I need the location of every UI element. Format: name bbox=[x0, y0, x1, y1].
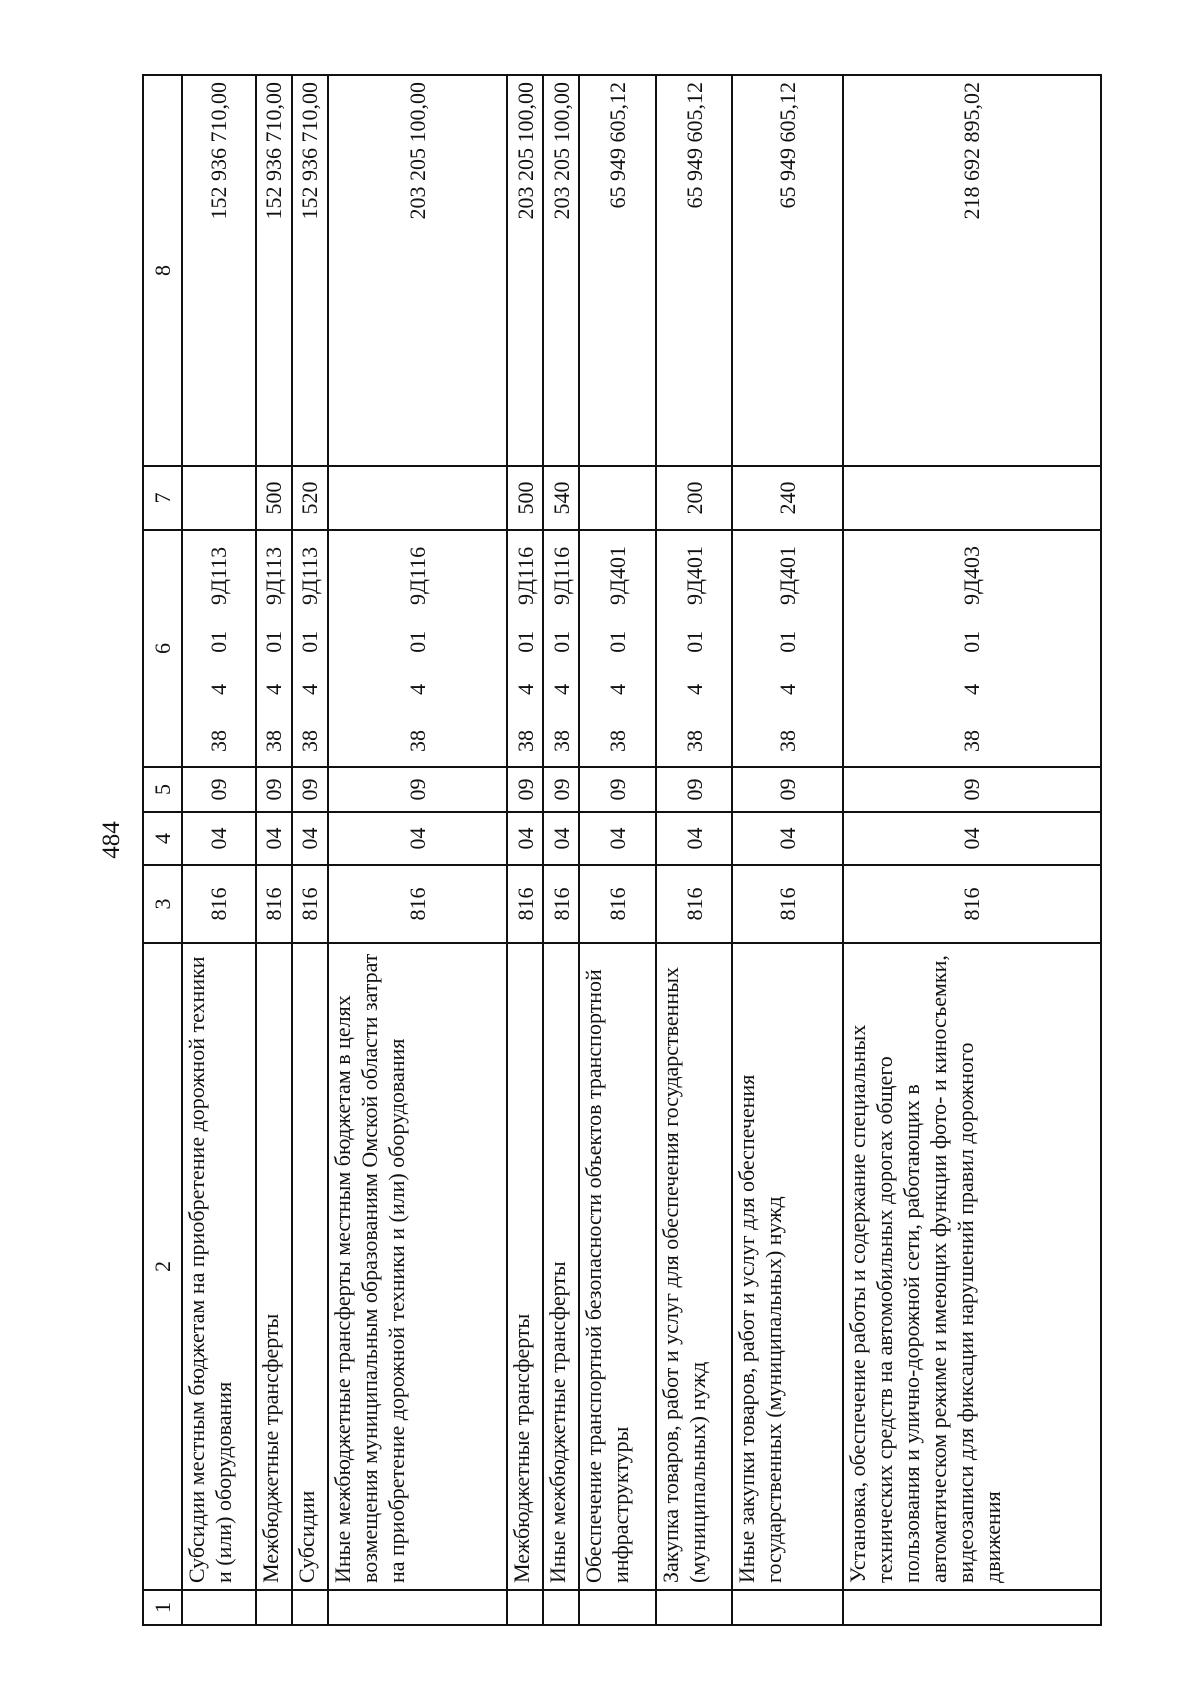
target-code-part: 01 bbox=[512, 630, 538, 653]
expense-name-cell: Субсидии bbox=[292, 943, 328, 1590]
department-code-cell: 816 bbox=[256, 865, 292, 943]
expense-name-cell: Межбюджетные трансферты bbox=[256, 943, 292, 1590]
row-index-cell bbox=[182, 1590, 255, 1625]
amount-cell: 152 936 710,00 bbox=[256, 75, 292, 466]
target-code-part: 01 bbox=[605, 630, 631, 653]
amount-cell: 152 936 710,00 bbox=[292, 75, 328, 466]
amount-cell: 65 949 605,12 bbox=[732, 75, 842, 466]
target-code-part: 01 bbox=[959, 630, 985, 653]
budget-table bbox=[142, 74, 1102, 1626]
department-code-cell: 816 bbox=[579, 865, 656, 943]
subsection-code-cell: 09 bbox=[579, 767, 656, 812]
subsection-code-cell: 09 bbox=[292, 767, 328, 812]
target-code-part: 4 bbox=[959, 683, 985, 695]
target-code-part: 01 bbox=[261, 630, 287, 653]
department-code-cell: 816 bbox=[328, 865, 507, 943]
section-code-cell: 04 bbox=[182, 812, 255, 865]
expense-type-cell: 500 bbox=[256, 466, 292, 530]
target-code-part: 4 bbox=[775, 683, 801, 695]
expense-type-cell: 540 bbox=[543, 466, 579, 530]
target-code-part: 38 bbox=[548, 730, 574, 752]
department-code-cell: 816 bbox=[543, 865, 579, 943]
department-code-cell: 816 bbox=[507, 865, 543, 943]
target-code-cell bbox=[732, 530, 842, 767]
target-code-part: 9Д403 bbox=[959, 546, 985, 606]
target-code-cell bbox=[292, 530, 328, 767]
subsection-code-cell: 09 bbox=[507, 767, 543, 812]
expense-name-cell: Обеспечение транспортной безопасности объектов транспортной инфраструктуры bbox=[579, 943, 656, 1590]
expense-type-cell: 520 bbox=[292, 466, 328, 530]
header-cell: 7 bbox=[143, 466, 182, 530]
target-code-cell bbox=[328, 530, 507, 767]
table-row bbox=[656, 75, 733, 1625]
expense-name-cell: Субсидии местным бюджетам на приобретение дорожной техники и (или) оборудования bbox=[182, 943, 255, 1590]
target-code-part: 9Д116 bbox=[512, 546, 538, 606]
expense-type-cell: 240 bbox=[732, 466, 842, 530]
target-code-cell bbox=[543, 530, 579, 767]
department-code-cell: 816 bbox=[182, 865, 255, 943]
target-code-part: 01 bbox=[681, 630, 707, 653]
expense-name-cell: Установка, обеспечение работы и содержание специальных технических средств на автомобильных дорогах общего пользования и улично-дорожной сети, работающих в автоматическом режиме и имеющих функции фото- и киносъемки, видеозаписи для фиксации нарушений правил дорожного движения bbox=[843, 943, 1101, 1590]
header-cell: 8 bbox=[143, 75, 182, 466]
table-header-row bbox=[143, 75, 182, 1625]
expense-name-cell: Закупка товаров, работ и услуг для обеспечения государственных (муниципальных) нужд bbox=[656, 943, 733, 1590]
table-row bbox=[579, 75, 656, 1625]
target-code-part: 9Д113 bbox=[261, 546, 287, 606]
target-code-part: 01 bbox=[404, 630, 430, 653]
target-code-cell bbox=[182, 530, 255, 767]
section-code-cell: 04 bbox=[579, 812, 656, 865]
department-code-cell: 816 bbox=[732, 865, 842, 943]
expense-type-cell bbox=[579, 466, 656, 530]
target-code-part: 9Д113 bbox=[206, 546, 232, 606]
target-code-part: 01 bbox=[297, 630, 323, 653]
target-code-cell bbox=[507, 530, 543, 767]
table-row bbox=[328, 75, 507, 1625]
table-row bbox=[843, 75, 1101, 1625]
target-code-part: 38 bbox=[297, 730, 323, 752]
expense-type-cell bbox=[182, 466, 255, 530]
target-code-part: 9Д116 bbox=[404, 546, 430, 606]
subsection-code-cell: 09 bbox=[732, 767, 842, 812]
expense-name-cell: Иные закупки товаров, работ и услуг для обеспечения государственных (муниципальных) нужд bbox=[732, 943, 842, 1590]
section-code-cell: 04 bbox=[732, 812, 842, 865]
target-code-part: 38 bbox=[206, 730, 232, 752]
row-index-cell bbox=[579, 1590, 656, 1625]
target-code-cell bbox=[256, 530, 292, 767]
header-cell: 2 bbox=[143, 943, 182, 1590]
subsection-code-cell: 09 bbox=[328, 767, 507, 812]
amount-cell: 203 205 100,00 bbox=[543, 75, 579, 466]
target-code-part: 38 bbox=[512, 730, 538, 752]
subsection-code-cell: 09 bbox=[256, 767, 292, 812]
table-row bbox=[256, 75, 292, 1625]
department-code-cell: 816 bbox=[292, 865, 328, 943]
table-row bbox=[292, 75, 328, 1625]
subsection-code-cell: 09 bbox=[656, 767, 733, 812]
header-cell: 1 bbox=[143, 1590, 182, 1625]
section-code-cell: 04 bbox=[292, 812, 328, 865]
row-index-cell bbox=[507, 1590, 543, 1625]
target-code-part: 9Д113 bbox=[297, 546, 323, 606]
target-code-part: 38 bbox=[959, 730, 985, 752]
target-code-part: 9Д401 bbox=[775, 546, 801, 606]
target-code-part: 4 bbox=[605, 683, 631, 695]
expense-type-cell: 200 bbox=[656, 466, 733, 530]
section-code-cell: 04 bbox=[256, 812, 292, 865]
row-index-cell bbox=[292, 1590, 328, 1625]
header-cell: 4 bbox=[143, 812, 182, 865]
target-code-part: 01 bbox=[775, 630, 801, 653]
target-code-part: 38 bbox=[605, 730, 631, 752]
amount-cell: 152 936 710,00 bbox=[182, 75, 255, 466]
target-code-part: 4 bbox=[404, 683, 430, 695]
expense-name-cell: Межбюджетные трансферты bbox=[507, 943, 543, 1590]
section-code-cell: 04 bbox=[507, 812, 543, 865]
amount-cell: 218 692 895,02 bbox=[843, 75, 1101, 466]
section-code-cell: 04 bbox=[656, 812, 733, 865]
target-code-part: 9Д401 bbox=[605, 546, 631, 606]
subsection-code-cell: 09 bbox=[843, 767, 1101, 812]
expense-type-cell: 500 bbox=[507, 466, 543, 530]
target-code-part: 38 bbox=[681, 730, 707, 752]
target-code-cell bbox=[579, 530, 656, 767]
table-row bbox=[182, 75, 255, 1625]
expense-type-cell bbox=[843, 466, 1101, 530]
header-cell: 6 bbox=[143, 530, 182, 767]
table-row bbox=[507, 75, 543, 1625]
target-code-cell bbox=[843, 530, 1101, 767]
expense-type-cell bbox=[328, 466, 507, 530]
row-index-cell bbox=[656, 1590, 733, 1625]
target-code-part: 01 bbox=[548, 630, 574, 653]
department-code-cell: 816 bbox=[843, 865, 1101, 943]
header-cell: 3 bbox=[143, 865, 182, 943]
amount-cell: 65 949 605,12 bbox=[579, 75, 656, 466]
target-code-part: 4 bbox=[297, 683, 323, 695]
section-code-cell: 04 bbox=[843, 812, 1101, 865]
target-code-part: 4 bbox=[206, 683, 232, 695]
page-number: 484 bbox=[98, 821, 125, 859]
row-index-cell bbox=[256, 1590, 292, 1625]
target-code-part: 38 bbox=[261, 730, 287, 752]
target-code-part: 9Д401 bbox=[681, 546, 707, 606]
target-code-part: 4 bbox=[261, 683, 287, 695]
target-code-part: 4 bbox=[512, 683, 538, 695]
header-cell: 5 bbox=[143, 767, 182, 812]
target-code-part: 01 bbox=[206, 630, 232, 653]
amount-cell: 203 205 100,00 bbox=[507, 75, 543, 466]
target-code-cell bbox=[656, 530, 733, 767]
row-index-cell bbox=[843, 1590, 1101, 1625]
department-code-cell: 816 bbox=[656, 865, 733, 943]
target-code-part: 9Д116 bbox=[548, 546, 574, 606]
subsection-code-cell: 09 bbox=[182, 767, 255, 812]
table-row bbox=[732, 75, 842, 1625]
expense-name-cell: Иные межбюджетные трансферты местным бюджетам в целях возмещения муниципальным образованиям Омской области затрат на приобретение дорожной техники и (или) оборудования bbox=[328, 943, 507, 1590]
section-code-cell: 04 bbox=[328, 812, 507, 865]
row-index-cell bbox=[732, 1590, 842, 1625]
table-row bbox=[543, 75, 579, 1625]
rotated-table-wrapper bbox=[142, 76, 1102, 1626]
subsection-code-cell: 09 bbox=[543, 767, 579, 812]
target-code-part: 38 bbox=[775, 730, 801, 752]
row-index-cell bbox=[328, 1590, 507, 1625]
target-code-part: 4 bbox=[548, 683, 574, 695]
target-code-part: 4 bbox=[681, 683, 707, 695]
amount-cell: 65 949 605,12 bbox=[656, 75, 733, 466]
row-index-cell bbox=[543, 1590, 579, 1625]
amount-cell: 203 205 100,00 bbox=[328, 75, 507, 466]
expense-name-cell: Иные межбюджетные трансферты bbox=[543, 943, 579, 1590]
section-code-cell: 04 bbox=[543, 812, 579, 865]
target-code-part: 38 bbox=[404, 730, 430, 752]
